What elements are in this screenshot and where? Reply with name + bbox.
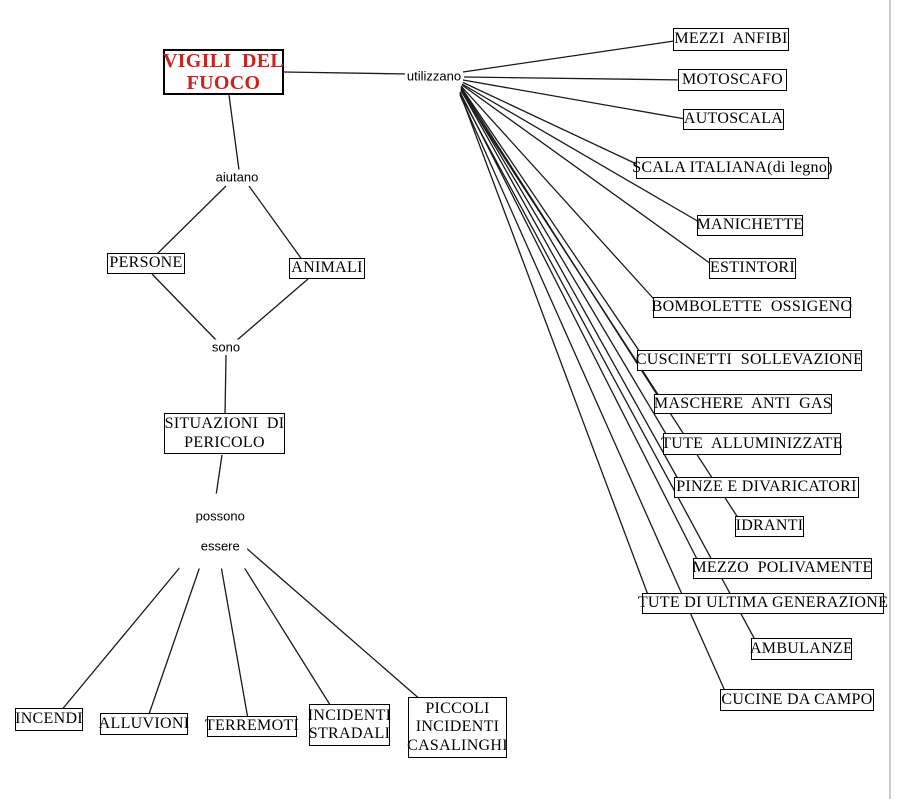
node-motoscafo[interactable] xyxy=(678,69,787,91)
node-piccoli-incidenti-casalinghi[interactable] xyxy=(408,697,507,758)
node-situazioni-di-pericolo[interactable] xyxy=(164,413,285,454)
link-label-sono[interactable]: sono xyxy=(211,339,241,355)
node-label-line: INCENDI xyxy=(15,710,83,728)
edge-aiutano-animali xyxy=(249,186,303,261)
node-label-line: AUTOSCALA xyxy=(683,110,784,128)
link-label-line: essere xyxy=(200,538,240,554)
node-label-line: MASCHERE ANTI GAS xyxy=(653,394,833,412)
node-label-line: TERREMOTI xyxy=(204,717,300,735)
node-estintori[interactable] xyxy=(709,258,796,279)
edge-utilizzano-pinze xyxy=(461,90,683,488)
node-label-line: INCIDENTI xyxy=(415,718,500,736)
node-label-line: TUTE ALLUMINIZZATE xyxy=(661,434,843,452)
node-vigili-del-fuoco[interactable] xyxy=(163,49,284,95)
node-tute-di-ultima-generazione[interactable] xyxy=(637,593,889,614)
edge-possono-terremoti xyxy=(218,549,248,719)
edge-persone-sono xyxy=(152,274,217,341)
link-label-utilizzano[interactable]: utilizzano xyxy=(406,68,462,84)
node-cuscinetti-sollevazione[interactable] xyxy=(637,350,862,371)
node-cucine-da-campo[interactable] xyxy=(720,689,874,711)
node-label-line: ALLUVIONI xyxy=(98,714,190,732)
edge-utilizzano-manichette xyxy=(462,84,706,226)
node-label-line: IDRANTI xyxy=(735,517,804,535)
edge-utilizzano-tute-generazione xyxy=(460,93,651,603)
edge-utilizzano-cuscinetti xyxy=(461,87,646,361)
node-tute-alluminizzate[interactable] xyxy=(663,433,841,455)
node-manichette[interactable] xyxy=(697,215,803,236)
node-label-line: SITUAZIONI DI xyxy=(164,415,285,433)
node-label-line: CASALINGHI xyxy=(407,736,508,754)
node-mezzi-anfibi[interactable] xyxy=(673,28,789,51)
edge-possono-alluvioni xyxy=(148,549,206,717)
edge-utilizzano-scala-italiana xyxy=(462,82,645,168)
node-label-line: STRADALI xyxy=(308,725,391,742)
node-label-line: CUCINE DA CAMPO xyxy=(721,690,873,708)
node-autoscala[interactable] xyxy=(683,109,784,130)
node-idranti[interactable] xyxy=(735,516,804,537)
node-incidenti-stradali[interactable] xyxy=(309,704,390,746)
node-label-line: MEZZO POLIVAMENTE xyxy=(692,559,873,577)
node-label-line: MEZZI ANFIBI xyxy=(674,30,788,48)
edge-root-aiutano xyxy=(229,95,239,170)
node-label-line: INCIDENTI xyxy=(307,706,392,724)
edge-possono-piccoli-incidenti xyxy=(245,547,422,701)
node-ambulanze[interactable] xyxy=(751,638,852,660)
edge-sono-situazioni xyxy=(225,355,226,416)
node-label-line: CUSCINETTI SOLLEVAZIONE xyxy=(635,351,864,369)
node-label-line: BOMBOLETTE OSSIGENO xyxy=(651,298,853,316)
node-incendi[interactable] xyxy=(15,708,83,731)
edge-utilizzano-tute-alluminizzate xyxy=(461,89,672,444)
node-label-line: PICCOLI xyxy=(425,699,490,717)
edge-utilizzano-bombolette xyxy=(461,86,662,308)
node-label-line: PINZE E DIVARICATORI xyxy=(676,478,857,496)
edge-aiutano-persone xyxy=(155,186,226,256)
node-terremoti[interactable] xyxy=(204,716,300,737)
edge-possono-incendi xyxy=(60,548,196,712)
node-label-line: AMBULANZE xyxy=(749,639,854,657)
edge-animali-sono xyxy=(236,279,308,341)
node-label-line: PERICOLO xyxy=(184,433,265,451)
edge-possono-incidenti-stradali xyxy=(232,548,332,708)
link-label-line: possono xyxy=(195,508,245,524)
node-scala-italiana[interactable] xyxy=(632,157,833,179)
link-label-aiutano[interactable]: aiutano xyxy=(215,169,259,185)
node-bombolette-ossigeno[interactable] xyxy=(653,297,851,318)
node-label-line: ANIMALI xyxy=(291,259,363,277)
node-label-line: ESTINTORI xyxy=(709,259,796,277)
node-pinze-e-divaricatori[interactable] xyxy=(674,477,859,498)
node-label-line: MOTOSCAFO xyxy=(681,70,784,88)
node-label-line: SCALA ITALIANA(di legno) xyxy=(632,158,833,176)
node-mezzo-polivamente[interactable] xyxy=(693,558,872,579)
edge-utilizzano-mezzi-anfibi xyxy=(463,40,681,72)
node-maschere-anti-gas[interactable] xyxy=(654,394,832,414)
node-animali[interactable] xyxy=(289,258,365,279)
node-persone[interactable] xyxy=(107,253,185,274)
node-label-line: MANICHETTE xyxy=(696,216,804,234)
node-label-line: FUOCO xyxy=(186,72,261,94)
node-label-line: PERSONE xyxy=(109,254,183,272)
node-alluvioni[interactable] xyxy=(100,713,188,735)
edge-utilizzano-autoscala xyxy=(463,80,691,120)
node-label-line: TUTE DI ULTIMA GENERAZIONE xyxy=(637,594,889,612)
page-edge-divider xyxy=(889,0,891,799)
edge-utilizzano-motoscafo xyxy=(464,77,686,80)
link-label-possono-essere[interactable] xyxy=(179,494,247,569)
edge-root-utilizzano xyxy=(284,72,408,74)
node-label-line: VIGILI DEL xyxy=(162,50,285,72)
